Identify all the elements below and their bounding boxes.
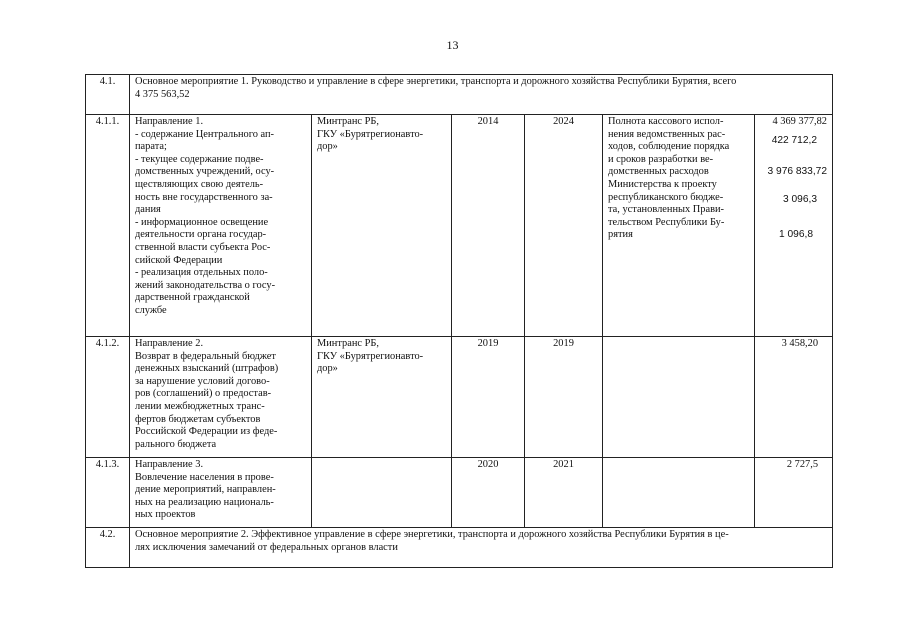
funding-amount: 3 096,3 [783,194,818,205]
funding-amount: 422 712,2 [771,135,818,146]
funding-amount-total: 4 369 377,82 [772,116,828,127]
funding-amount: 3 458,20 [755,337,833,458]
table-row-4-1-1 [86,115,833,337]
main-activity-2-text: Основное мероприятие 2. Эффективное управление в сфере энергетики, транспорта и дорожного хозяйства Республики Бурятия в це- лях исключения замечаний от федеральных органов власти [130,528,833,568]
funding-amount: 1 096,8 [779,229,814,240]
table-row-4-1-3 [86,458,833,528]
row-code: 4.1. [86,75,130,115]
end-year: 2019 [525,337,603,458]
end-year: 2024 [525,115,603,337]
funding-amounts [755,115,833,337]
expected-result: Полнота кассового испол- нения ведомственных рас- ходов, соблюдение порядка и сроков разработки ве- домственных расходов Министерства к проекту республиканского бюдже- та, установленных Прави- тельством Республики Бу- рятия [603,115,755,337]
direction-description: Направление 2. Возврат в федеральный бюджет денежных взысканий (штрафов) за нарушение условий догово- ров (соглашений) о предостав- лении межбюджетных транс- фертов бюджетам субъектов Российской Федерации из феде- рального бюджета [130,337,312,458]
row-code: 4.2. [86,528,130,568]
table-row-4-1-2 [86,337,833,458]
funding-amount: 3 976 833,72 [767,166,828,177]
responsible-executor: Минтранс РБ, ГКУ «Бурятрегионавто- дор» [312,115,452,337]
row-code: 4.1.2. [86,337,130,458]
direction-description: Направление 3. Вовлечение населения в прове- дение мероприятий, направлен- ных на реализацию националь- ных проектов [130,458,312,528]
table-row-4-2 [86,528,833,568]
row-code: 4.1.3. [86,458,130,528]
page-number: 13 [446,38,459,52]
start-year: 2019 [452,337,525,458]
start-year: 2014 [452,115,525,337]
expected-result [603,337,755,458]
start-year: 2020 [452,458,525,528]
expected-result [603,458,755,528]
responsible-executor: Минтранс РБ, ГКУ «Бурятрегионавто- дор» [312,337,452,458]
end-year: 2021 [525,458,603,528]
direction-description: Направление 1. - содержание Центрального ап- парата; - текущее содержание подве- домственных учреждений, осу- ществляющих свою деятель- ность вне государственного за- дания - информационное освещение деятельности органа государ- ственной власти субъекта Рос- сийской Федерации - реализация отдельных поло- жений законодательства о госу- дарственной гражданской службе [130,115,312,337]
funding-amount: 2 727,5 [755,458,833,528]
main-activity-1-text: Основное мероприятие 1. Руководство и управление в сфере энергетики, транспорта и дорожного хозяйства Республики Бурятия, всего 4 375 563,52 [130,75,833,115]
row-code: 4.1.1. [86,115,130,337]
table-row-4-1 [86,75,833,115]
responsible-executor [312,458,452,528]
program-activities-table [85,74,833,568]
